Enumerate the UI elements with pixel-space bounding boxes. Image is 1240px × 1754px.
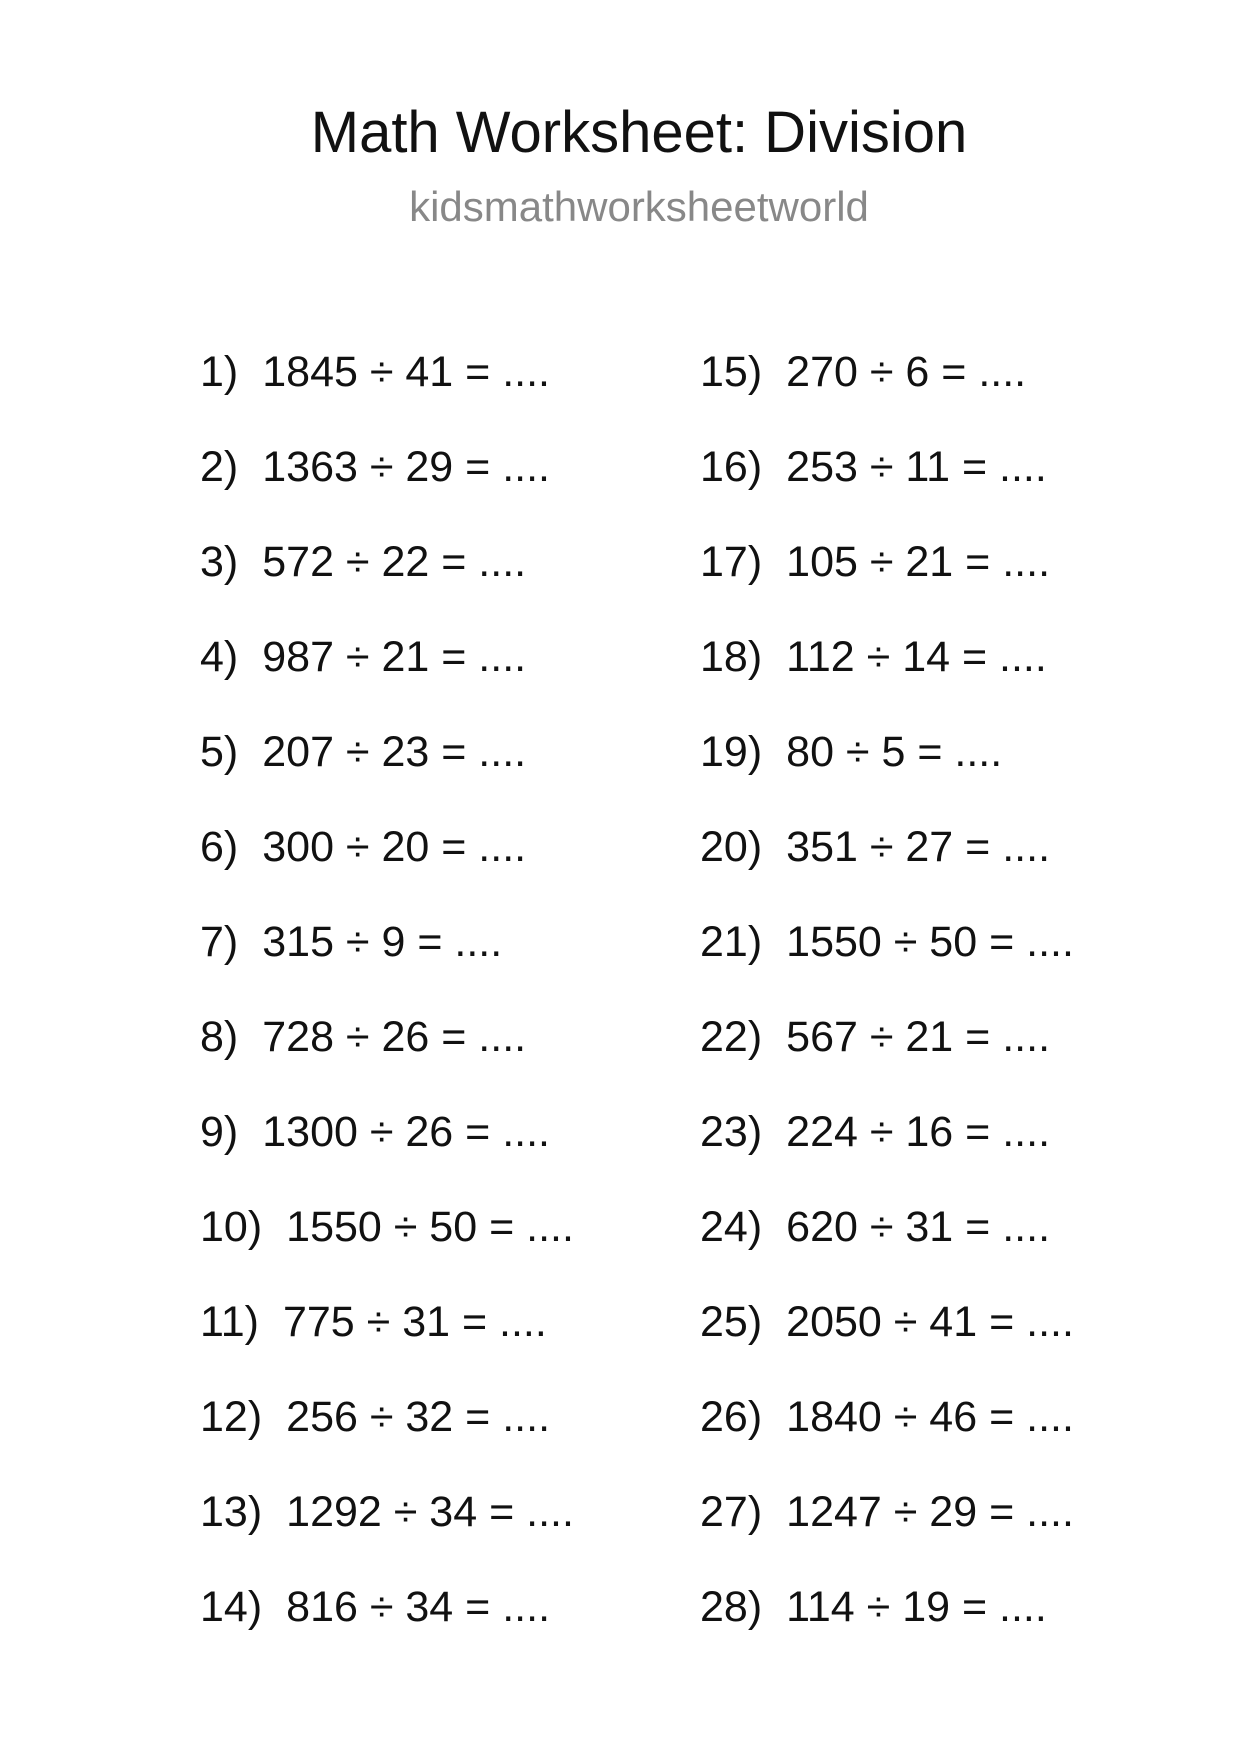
problem-item xyxy=(700,1201,1140,1296)
problem-number: 19) xyxy=(700,728,763,776)
problem-item xyxy=(200,821,640,916)
problems-column-right xyxy=(700,346,1140,1676)
problem-item xyxy=(700,346,1140,441)
problem-number: 26) xyxy=(700,1393,763,1441)
problem-number: 25) xyxy=(700,1298,763,1346)
problem-expression: 620 ÷ 31 = .... xyxy=(786,1203,1051,1251)
problem-item xyxy=(200,1201,640,1296)
problem-expression: 572 ÷ 22 = .... xyxy=(262,538,527,586)
problem-item xyxy=(700,916,1140,1011)
problem-expression: 567 ÷ 21 = .... xyxy=(786,1013,1051,1061)
problem-item xyxy=(200,441,640,536)
problem-item xyxy=(700,441,1140,536)
problem-number: 8) xyxy=(200,1013,239,1061)
problem-item xyxy=(200,1106,640,1201)
problem-number: 17) xyxy=(700,538,763,586)
problem-expression: 1363 ÷ 29 = .... xyxy=(262,443,551,491)
problem-number: 2) xyxy=(200,443,239,491)
problem-item xyxy=(200,346,640,441)
problem-number: 3) xyxy=(200,538,239,586)
problem-expression: 80 ÷ 5 = .... xyxy=(786,728,1003,776)
problem-item xyxy=(200,916,640,1011)
problem-item xyxy=(200,1011,640,1106)
problem-number: 24) xyxy=(700,1203,763,1251)
problem-item xyxy=(700,631,1140,726)
problem-item xyxy=(700,726,1140,821)
problem-number: 15) xyxy=(700,348,763,396)
problem-item xyxy=(200,1296,640,1391)
problem-expression: 2050 ÷ 41 = .... xyxy=(786,1298,1074,1346)
problem-expression: 1300 ÷ 26 = .... xyxy=(262,1108,551,1156)
problem-expression: 224 ÷ 16 = .... xyxy=(786,1108,1051,1156)
problem-number: 12) xyxy=(200,1393,263,1441)
problem-expression: 816 ÷ 34 = .... xyxy=(286,1583,551,1631)
problem-item xyxy=(700,1011,1140,1106)
problem-expression: 1845 ÷ 41 = .... xyxy=(262,348,551,396)
problem-number: 22) xyxy=(700,1013,763,1061)
problem-number: 10) xyxy=(200,1203,263,1251)
problem-number: 6) xyxy=(200,823,239,871)
problem-number: 14) xyxy=(200,1583,263,1631)
problem-expression: 207 ÷ 23 = .... xyxy=(262,728,527,776)
problem-expression: 315 ÷ 9 = .... xyxy=(262,918,503,966)
problem-item xyxy=(700,1486,1140,1581)
problem-item xyxy=(700,821,1140,916)
problem-item xyxy=(200,631,640,726)
problem-item xyxy=(200,536,640,631)
problem-number: 27) xyxy=(700,1488,763,1536)
problem-item xyxy=(700,1391,1140,1486)
problem-item xyxy=(200,726,640,821)
worksheet-title: Math Worksheet: Division xyxy=(310,100,968,165)
problem-expression: 1247 ÷ 29 = .... xyxy=(786,1488,1074,1536)
problem-expression: 270 ÷ 6 = .... xyxy=(786,348,1027,396)
problem-expression: 256 ÷ 32 = .... xyxy=(286,1393,551,1441)
problem-number: 7) xyxy=(200,918,239,966)
problem-item xyxy=(700,1106,1140,1201)
problem-expression: 1550 ÷ 50 = .... xyxy=(286,1203,574,1251)
problems-column-left xyxy=(200,346,640,1676)
problem-number: 16) xyxy=(700,443,763,491)
problem-item xyxy=(200,1581,640,1676)
problem-number: 21) xyxy=(700,918,763,966)
problem-number: 11) xyxy=(200,1298,259,1346)
problem-expression: 351 ÷ 27 = .... xyxy=(786,823,1051,871)
problem-item xyxy=(700,1296,1140,1391)
problem-number: 18) xyxy=(700,633,763,681)
problem-number: 4) xyxy=(200,633,239,681)
problem-number: 1) xyxy=(200,348,239,396)
problem-expression: 1840 ÷ 46 = .... xyxy=(786,1393,1074,1441)
problem-item xyxy=(700,536,1140,631)
problem-expression: 728 ÷ 26 = .... xyxy=(262,1013,527,1061)
worksheet-subtitle: kidsmathworksheetworld xyxy=(409,183,869,230)
problem-expression: 105 ÷ 21 = .... xyxy=(786,538,1051,586)
problem-number: 20) xyxy=(700,823,763,871)
problem-expression: 253 ÷ 11 = .... xyxy=(786,443,1047,491)
problem-number: 23) xyxy=(700,1108,763,1156)
problem-number: 28) xyxy=(700,1583,763,1631)
problem-number: 9) xyxy=(200,1108,239,1156)
problem-item xyxy=(200,1486,640,1581)
problem-number: 5) xyxy=(200,728,239,776)
problem-expression: 300 ÷ 20 = .... xyxy=(262,823,527,871)
problem-expression: 112 ÷ 14 = .... xyxy=(786,633,1047,681)
problem-expression: 987 ÷ 21 = .... xyxy=(262,633,527,681)
problem-item xyxy=(200,1391,640,1486)
problem-expression: 775 ÷ 31 = .... xyxy=(282,1298,547,1346)
problem-expression: 1292 ÷ 34 = .... xyxy=(286,1488,574,1536)
problem-expression: 1550 ÷ 50 = .... xyxy=(786,918,1074,966)
problem-expression: 114 ÷ 19 = .... xyxy=(786,1583,1047,1631)
problem-item xyxy=(700,1581,1140,1676)
problem-number: 13) xyxy=(200,1488,263,1536)
